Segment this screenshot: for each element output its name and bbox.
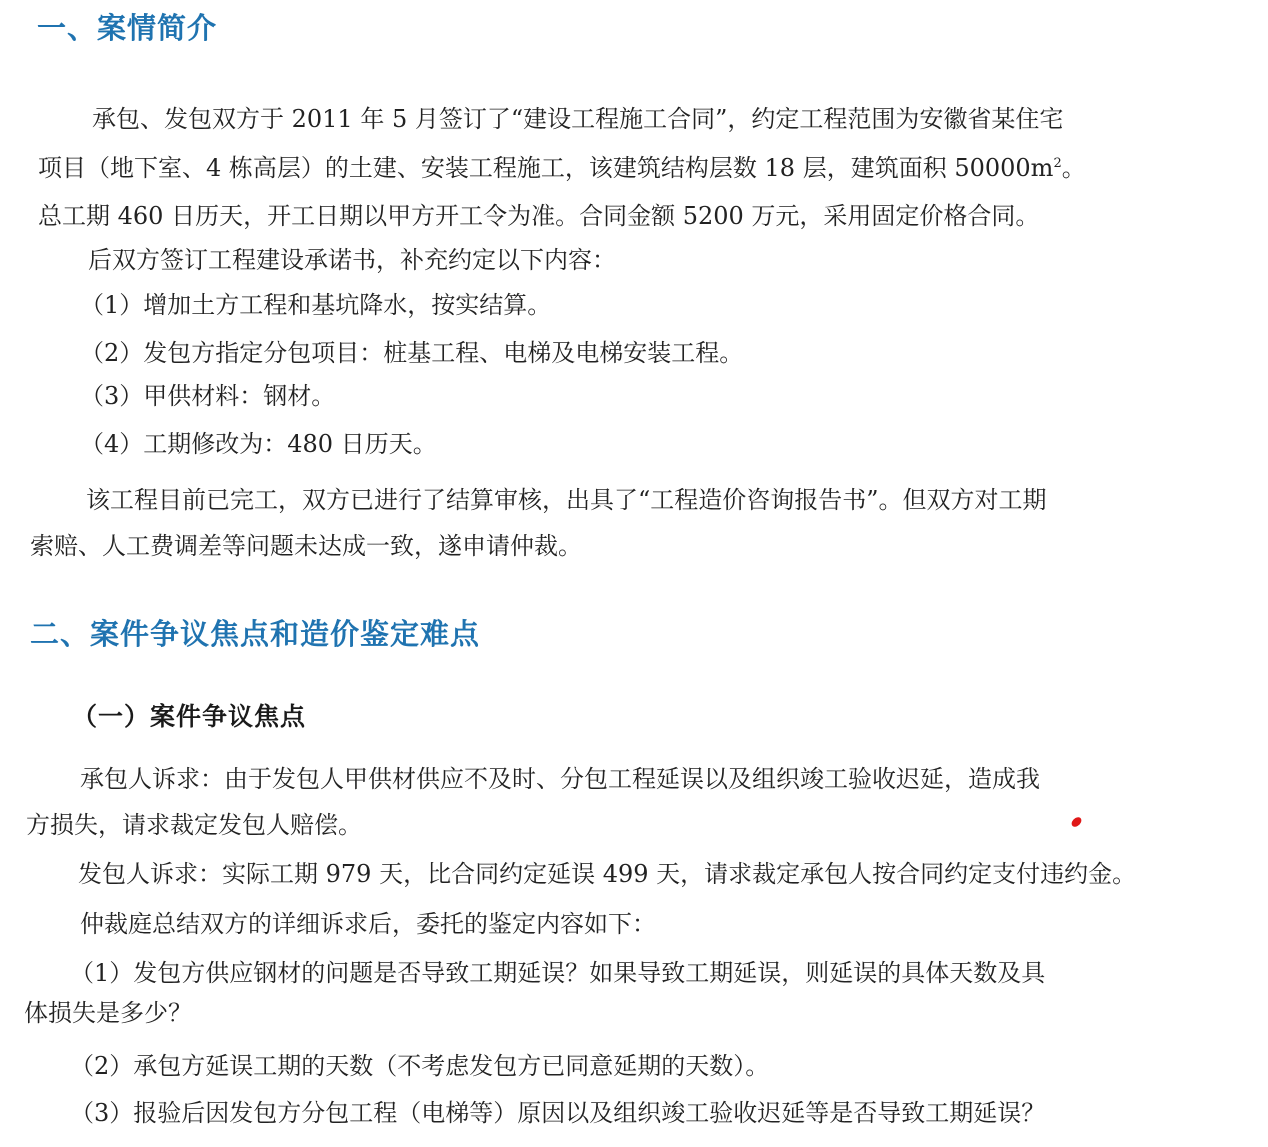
employer-claim: 发包人诉求：实际工期 979 天，比合同约定延误 499 天，请求裁定承包人按合同约定支付违约金。 [78,860,1137,888]
contractor-claim-line-2: 方损失，请求裁定发包人赔偿。 [26,811,362,839]
section-2-sub-heading: （一）案件争议焦点 [72,702,307,731]
area-unit-superscript: 2 [1053,156,1062,171]
appraisal-item-1-line-1: （1）发包方供应钢材的问题是否导致工期延误？如果导致工期延误，则延误的具体天数及具 [70,959,1046,987]
section-2-heading: 二、案件争议焦点和造价鉴定难点 [30,617,481,651]
appraisal-item-2: （2）承包方延误工期的天数（不考虑发包方已同意延期的天数）。 [70,1052,770,1080]
section-1-paragraph-1-line-1: 承包、发包双方于 2011 年 5 月签订了“建设工程施工合同”，约定工程范围为安徽省某住宅 [92,105,1064,133]
appraisal-summary: 仲裁庭总结双方的详细诉求后，委托的鉴定内容如下： [80,910,656,938]
appraisal-item-3: （3）报验后因发包方分包工程（电梯等）原因以及组织竣工验收迟延等是否导致工期延误？ [70,1099,1046,1127]
section-1-list-item-1: （1）增加土方工程和基坑降水，按实结算。 [80,291,552,319]
section-1-list-item-3: （3）甲供材料：钢材。 [80,382,336,410]
paragraph-1-line-2-text: 项目（地下室、4 栋高层）的土建、安装工程施工，该建筑结构层数 18 层，建筑面积 50000m [38,154,1054,182]
appraisal-item-1-line-2: 体损失是多少？ [24,999,192,1027]
section-1-paragraph-1-line-3: 总工期 460 日历天，开工日期以甲方开工令为准。合同金额 5200 万元，采用固定价格合同。 [38,202,1040,230]
section-1-paragraph-3-line-2: 索赔、人工费调差等问题未达成一致，遂申请仲裁。 [30,532,582,560]
section-1-heading: 一、案情简介 [37,11,218,45]
section-1-list-item-4: （4）工期修改为：480 日历天。 [80,430,437,458]
contractor-claim-line-1: 承包人诉求：由于发包人甲供材供应不及时、分包工程延误以及组织竣工验收迟延，造成我 [80,765,1040,793]
section-1-paragraph-1-line-2 [38,153,1086,183]
red-ink-mark [1070,816,1084,828]
section-1-list-item-2: （2）发包方指定分包项目：桩基工程、电梯及电梯安装工程。 [80,339,744,367]
section-1-paragraph-3-line-1: 该工程目前已完工，双方已进行了结算审核，出具了“工程造价咨询报告书”。但双方对工期 [86,486,1047,514]
paragraph-1-line-2-period: 。 [1061,154,1086,182]
section-1-paragraph-2: 后双方签订工程建设承诺书，补充约定以下内容： [88,246,616,274]
